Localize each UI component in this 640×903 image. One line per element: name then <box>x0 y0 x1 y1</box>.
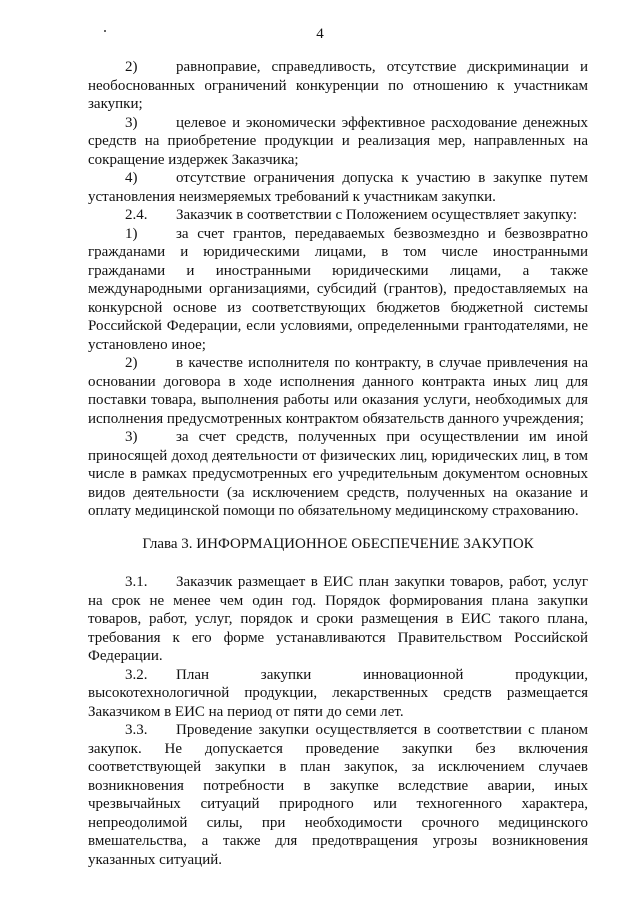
clause-list-before <box>88 58 588 521</box>
clause-number: 2.4. <box>125 207 148 223</box>
clause-number: 2) <box>125 59 138 75</box>
chapter-heading: Глава 3. ИНФОРМАЦИОННОЕ ОБЕСПЕЧЕНИЕ ЗАКУПОК <box>142 535 534 552</box>
clause-paragraph <box>88 58 588 114</box>
clause-number: 3) <box>125 114 138 131</box>
clause-number: 3) <box>125 429 138 445</box>
clause-text: Проведение закупки осуществляется в соответствии с планом закупок. Не допускается проведение закупки без включения соответствующей закупки в план закупок, за исключением случаев возникновения потребности в закупке вследствие аварии, иных чрезвычайных ситуаций природного или техногенного характера, непреодолимой силы, при необходимости срочного медицинского вмешательства, а также для предотвращения угрозы возникновения указанных ситуаций. <box>88 722 588 868</box>
clause-number: 1) <box>125 225 138 242</box>
clause-list-after <box>88 573 588 869</box>
clause-text: за счет грантов, передаваемых безвозмездно и безвозвратно гражданами и юридическими лицами, в том числе иностранными гражданами и иностранными юридическими лицами, а также международными организациями, субсидий (грантов), предоставляемых на конкурсной основе из соответствующих бюджетов бюджетной системы Российской Федерации, если условиями, определенными грантодателями, не установлено иное; <box>88 225 588 353</box>
clause-text: Заказчик в соответствии с Положением осуществляет закупку: <box>176 207 577 223</box>
clause-text: План закупки инновационной продукции, высокотехнологичной продукции, лекарственных средств размещается Заказчиком в ЕИС на период от пяти до семи лет. <box>88 666 588 720</box>
clause-number: 2) <box>125 355 138 371</box>
clause-number: 3.1. <box>125 574 148 590</box>
clause-text: целевое и экономически эффективное расходование денежных средств на приобретение продукции и реализация мер, направленных на сокращение издержек Заказчика; <box>88 114 588 168</box>
clause-text: за счет средств, полученных при осуществлении им иной приносящей доход деятельности от физических лиц, юридических лиц, в том числе в рамках предусмотренных его учредительным документом основных видов деятельности (за исключением средств, полученных на оказание и оплату медицинской помощи по обязательному медицинскому страхованию. <box>88 429 588 519</box>
clause-paragraph <box>88 225 588 355</box>
clause-paragraph <box>88 206 588 225</box>
clause-text: Заказчик размещает в ЕИС план закупки товаров, работ, услуг на срок не менее чем один год. Порядок формирования плана закупки товаров, работ, услуг, порядок и сроки размещения в ЕИС такого плана, требования к его форме устанавливаются Правительством Российской Федерации. <box>88 574 588 664</box>
clause-paragraph <box>88 721 588 869</box>
clause-paragraph <box>88 169 588 206</box>
clause-paragraph <box>88 114 588 170</box>
clause-paragraph <box>88 428 588 521</box>
clause-paragraph <box>88 666 588 722</box>
clause-paragraph <box>88 354 588 428</box>
clause-number: 3.2. <box>125 666 148 683</box>
clause-text: отсутствие ограничения допуска к участию в закупке путем установления неизмеряемых требований к участникам закупки. <box>88 170 588 205</box>
clause-paragraph <box>88 573 588 666</box>
clause-text: равноправие, справедливость, отсутствие дискриминации и необоснованных ограничений конкуренции по отношению к участникам закупки; <box>88 59 588 112</box>
document-body <box>88 58 588 869</box>
page-number: 4 <box>316 26 324 42</box>
clause-number: 3.3. <box>125 722 148 738</box>
clause-number: 4) <box>125 170 138 186</box>
clause-text: в качестве исполнителя по контракту, в случае привлечения на основании договора в ходе исполнения данного контракта иных лиц для поставки товара, выполнения работы или оказания услуги, необходимых для исполнения предусмотренных контрактом обязательств данного учреждения; <box>88 355 588 427</box>
